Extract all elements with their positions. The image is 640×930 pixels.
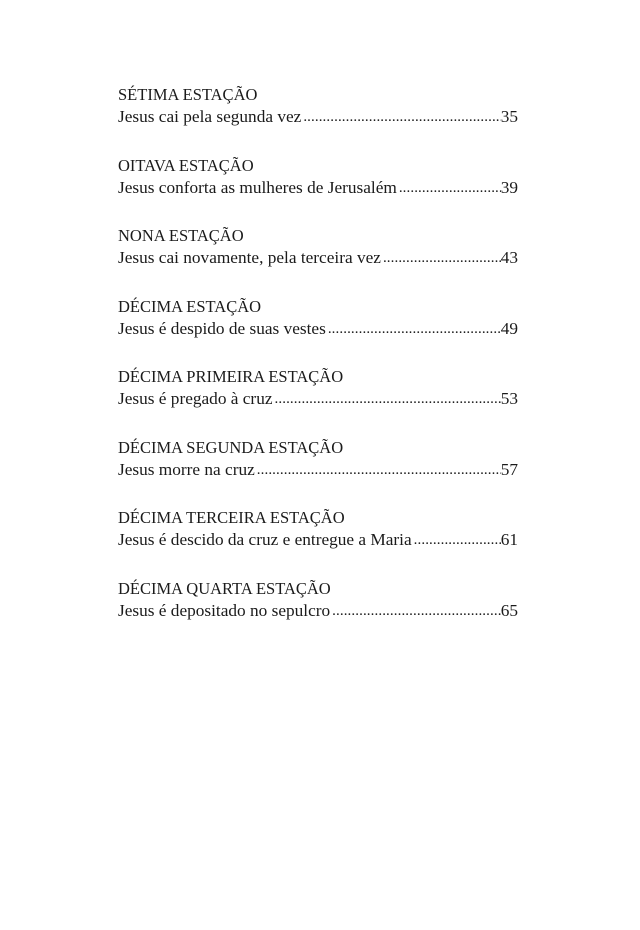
dot-leader <box>412 529 501 551</box>
station-heading: SÉTIMA ESTAÇÃO <box>118 85 258 104</box>
station-heading: DÉCIMA ESTAÇÃO <box>118 296 262 316</box>
dot-leader <box>255 459 501 481</box>
page-number: 35 <box>500 107 518 126</box>
station-title: Jesus é depositado no sepulcro <box>118 600 331 620</box>
toc-line <box>118 529 518 551</box>
station-title: Jesus é despido de suas vestes <box>118 318 326 338</box>
toc-line <box>118 388 518 410</box>
station-heading: OITAVA ESTAÇÃO <box>118 155 254 175</box>
toc-line <box>118 318 518 340</box>
dot-leader <box>326 318 501 340</box>
toc-entry <box>118 225 518 296</box>
station-heading: DÉCIMA PRIMEIRA ESTAÇÃO <box>118 367 344 387</box>
toc-entry <box>118 366 518 437</box>
toc-line <box>118 177 518 199</box>
station-title: Jesus cai pela segunda vez <box>118 107 302 126</box>
page-number: 65 <box>500 600 518 620</box>
station-title: Jesus cai novamente, pela terceira vez <box>118 248 381 268</box>
toc-line <box>118 600 518 622</box>
station-title: Jesus é pregado à cruz <box>118 389 273 409</box>
toc-entry <box>118 84 518 155</box>
page-number: 39 <box>500 177 518 197</box>
toc-entry <box>118 155 518 226</box>
toc-entry <box>118 507 518 578</box>
toc-line <box>118 106 518 128</box>
dot-leader <box>273 388 501 410</box>
page-number: 57 <box>500 459 518 479</box>
page-number: 43 <box>500 248 518 268</box>
toc-line <box>118 459 518 481</box>
page-number: 61 <box>500 530 518 550</box>
table-of-contents <box>118 84 518 649</box>
dot-leader <box>381 247 501 269</box>
station-title: Jesus é descido da cruz e entregue a Maria <box>118 530 412 550</box>
toc-entry <box>118 296 518 367</box>
page-number: 53 <box>500 389 518 409</box>
toc-entry <box>118 437 518 508</box>
station-title: Jesus morre na cruz <box>118 459 255 479</box>
station-heading: DÉCIMA QUARTA ESTAÇÃO <box>118 578 331 598</box>
station-heading: NONA ESTAÇÃO <box>118 226 244 246</box>
toc-entry <box>118 578 518 649</box>
dot-leader <box>397 177 501 199</box>
station-heading: DÉCIMA SEGUNDA ESTAÇÃO <box>118 437 344 457</box>
dot-leader <box>301 106 500 128</box>
station-heading: DÉCIMA TERCEIRA ESTAÇÃO <box>118 508 345 528</box>
toc-line <box>118 247 518 269</box>
page-number: 49 <box>500 318 518 338</box>
dot-leader <box>330 600 501 622</box>
station-title: Jesus conforta as mulheres de Jerusalém <box>118 177 397 197</box>
